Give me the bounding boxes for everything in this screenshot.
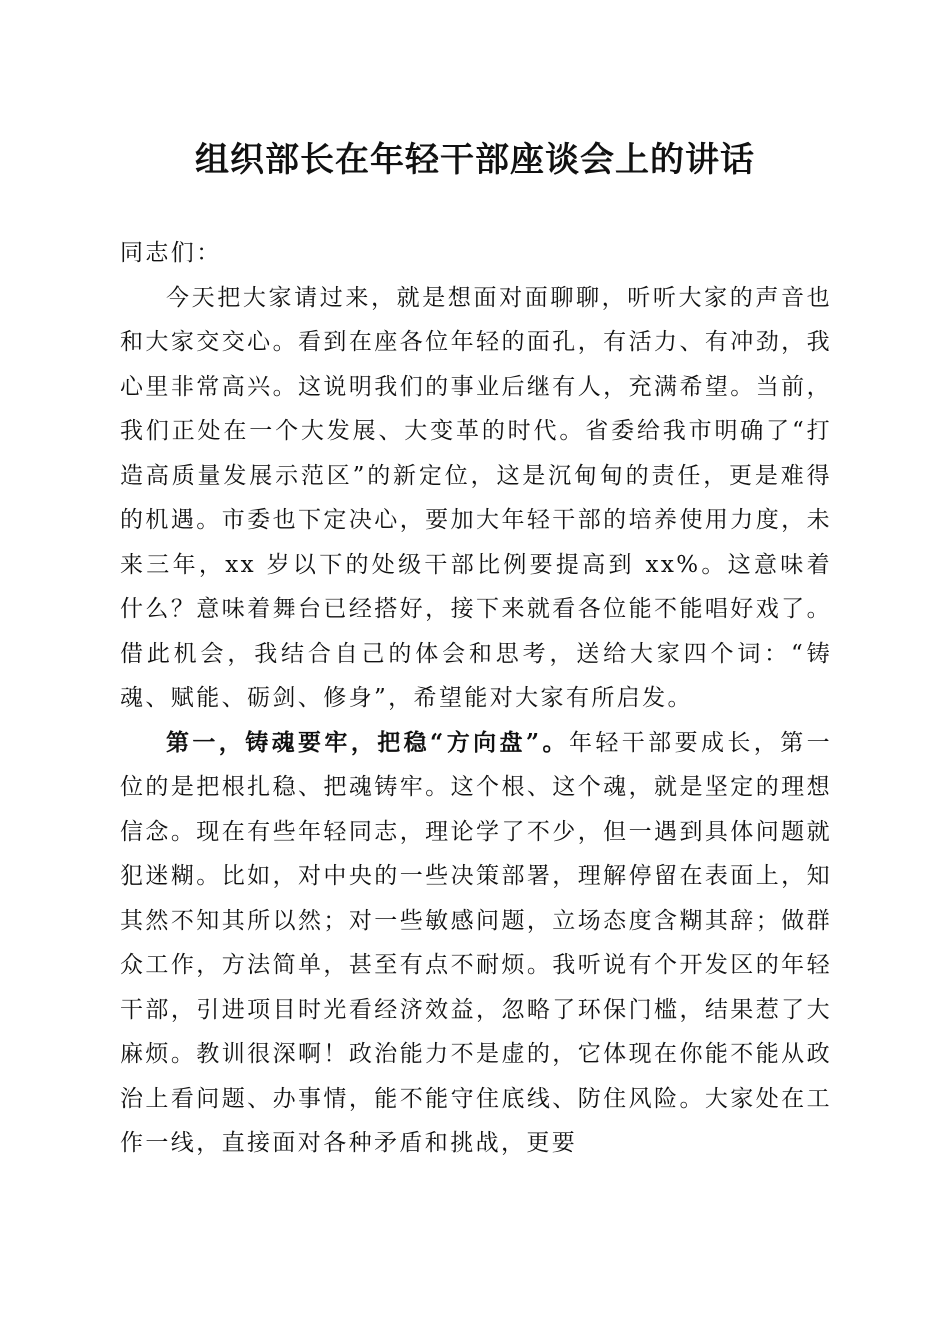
paragraph-2 [120,721,832,1166]
paragraph-2-body: 年轻干部要成长，第一位的是把根扎稳、把魂铸牢。这个根、这个魂，就是坚定的理想信念。现在有些年轻同志，理论学了不少，但一遇到具体问题就犯迷糊。比如，对中央的一些决策部署，理解停留在表面上，知其然不知其所以然；对一些敏感问题，立场态度含糊其辞；做群众工作，方法简单，甚至有点不耐烦。我听说有个开发区的年轻干部，引进项目时光看经济效益，忽略了环保门槛，结果惹了大麻烦。教训很深啊！政治能力不是虚的，它体现在你能不能从政治上看问题、办事情，能不能守住底线、防住风险。大家处在工作一线，直接面对各种矛盾和挑战，更要 [120,729,833,1156]
document-title: 组织部长在年轻干部座谈会上的讲话 [195,140,755,180]
document-body [120,231,832,1166]
paragraph-2-lead: 第一，铸魂要牢，把稳“方向盘”。 [166,728,569,756]
paragraph-1: 今天把大家请过来，就是想面对面聊聊，听听大家的声音也和大家交交心。看到在座各位年轻的面孔，有活力、有冲劲，我心里非常高兴。这说明我们的事业后继有人，充满希望。当前，我们正处在一个大发展、大变革的时代。省委给我市明确了“打造高质量发展示范区”的新定位，这是沉甸甸的责任，更是难得的机遇。市委也下定决心，要加大年轻干部的培养使用力度，未来三年，xx 岁以下的处级干部比例要提高到 xx%。这意味着什么？意味着舞台已经搭好，接下来就看各位能不能唱好戏了。借此机会，我结合自己的体会和思考，送给大家四个词：“铸魂、赋能、砺剑、修身”，希望能对大家有所启发。 [120,284,832,711]
salutation: 同志们： [120,240,222,266]
